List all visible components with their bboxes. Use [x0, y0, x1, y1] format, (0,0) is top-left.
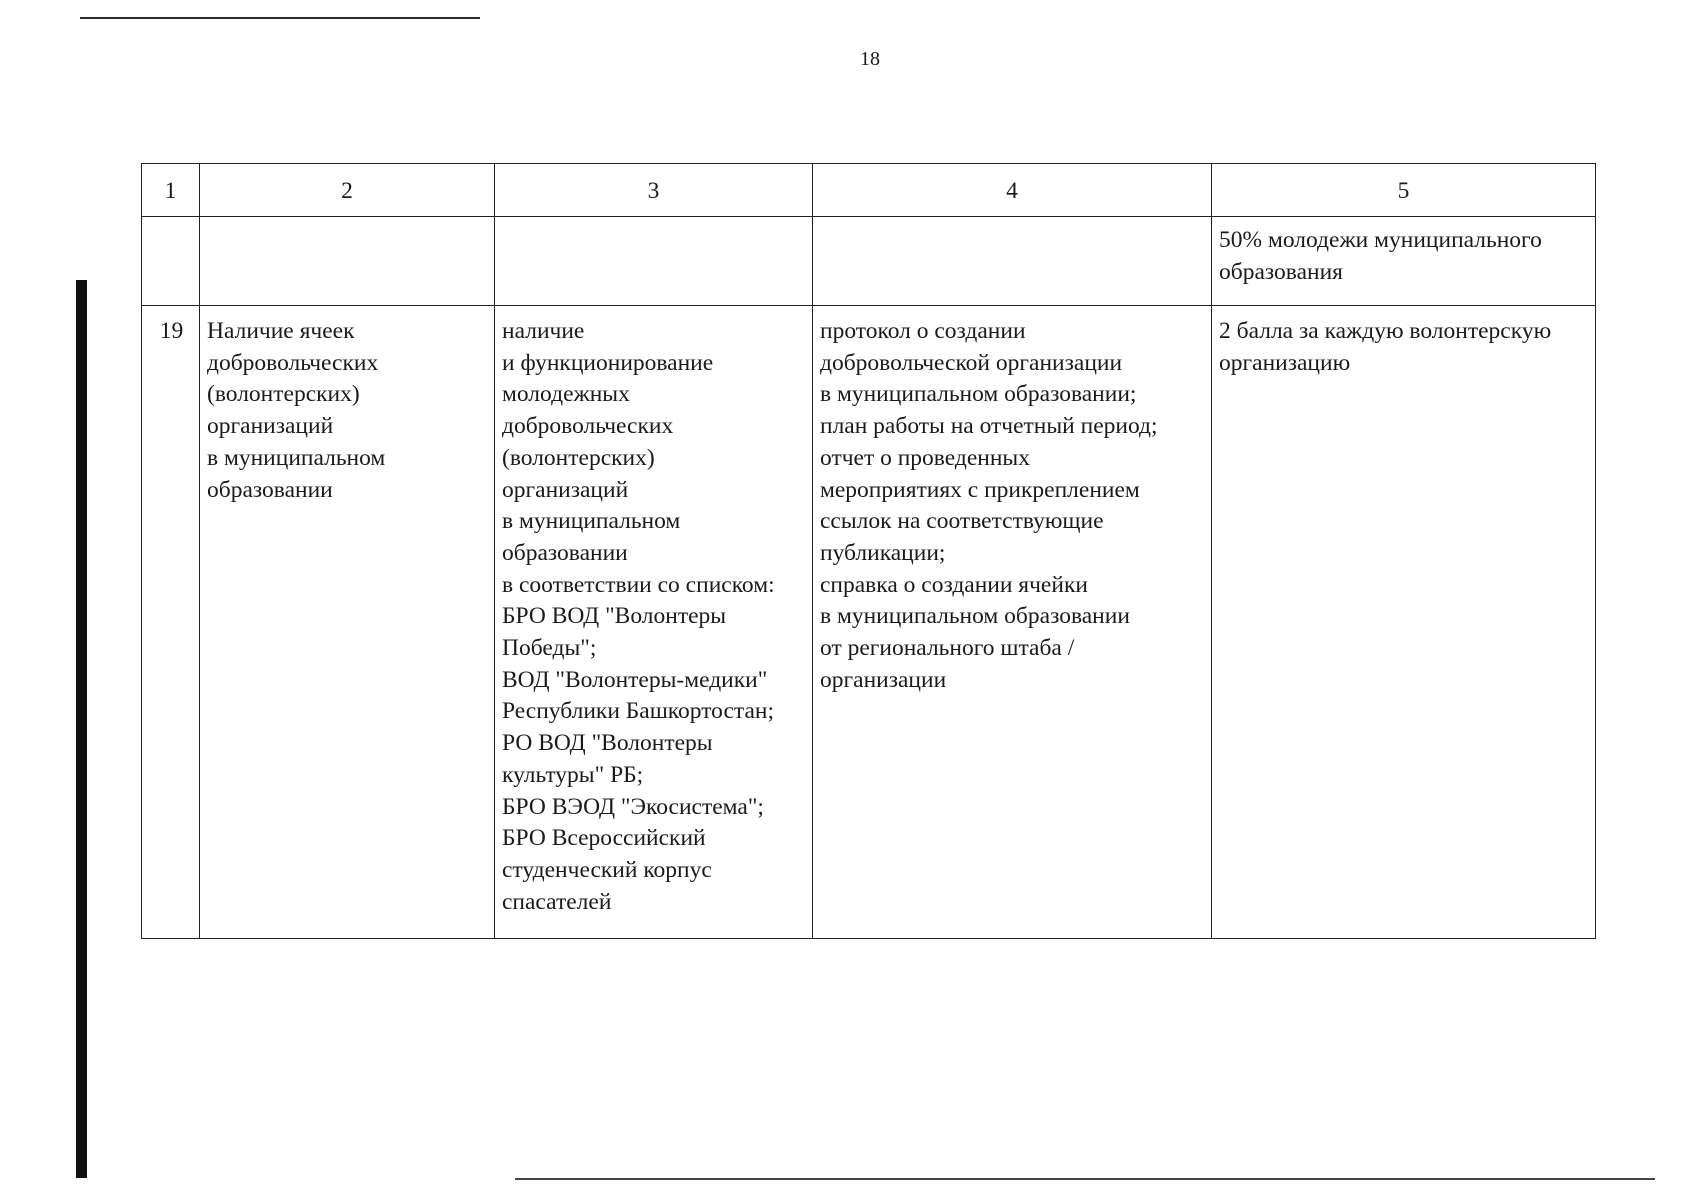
table-cell-number: 19	[142, 306, 200, 939]
table-cell-indicator: Наличие ячеек добровольческих (волонтерских) организаций в муниципальном образовании	[200, 306, 495, 939]
table-cell-indicator	[200, 217, 495, 306]
table-cell-criterion	[495, 217, 813, 306]
scan-binding-edge	[76, 280, 87, 1178]
table-cell-number	[142, 217, 200, 306]
table-cell-criterion: наличие и функционирование молодежных добровольческих (волонтерских) организаций в муниципальном образовании в соответствии со списком: БРО ВОД "Волонтеры Победы"; ВОД "Волонтеры-медики" Республики Башкортостан; РО ВОД "Волонтеры культуры" РБ; БРО ВЭОД "Экосистема"; БРО Всероссийский студенческий корпус спасателей	[495, 306, 813, 939]
column-header-1: 1	[142, 164, 200, 217]
scan-top-rule	[80, 17, 480, 19]
table-cell-score: 2 балла за каждую волонтерскую организацию	[1212, 306, 1596, 939]
scan-bottom-rule	[515, 1178, 1655, 1180]
table-cell-documents: протокол о создании добровольческой организации в муниципальном образовании; план работы на отчетный период; отчет о проведенных мероприятиях с прикреплением ссылок на соответствующие публикации; справка о создании ячейки в муниципальном образовании от регионального штаба / организации	[813, 306, 1212, 939]
table-cell-documents	[813, 217, 1212, 306]
column-header-5: 5	[1212, 164, 1596, 217]
column-header-4: 4	[813, 164, 1212, 217]
table-cell-score: 50% молодежи муниципального образования	[1212, 217, 1596, 306]
table-header-row	[142, 164, 1596, 217]
criteria-table	[141, 163, 1596, 939]
column-header-2: 2	[200, 164, 495, 217]
column-header-3: 3	[495, 164, 813, 217]
page-number: 18	[860, 48, 880, 70]
table-row	[142, 306, 1596, 939]
table-row	[142, 217, 1596, 306]
